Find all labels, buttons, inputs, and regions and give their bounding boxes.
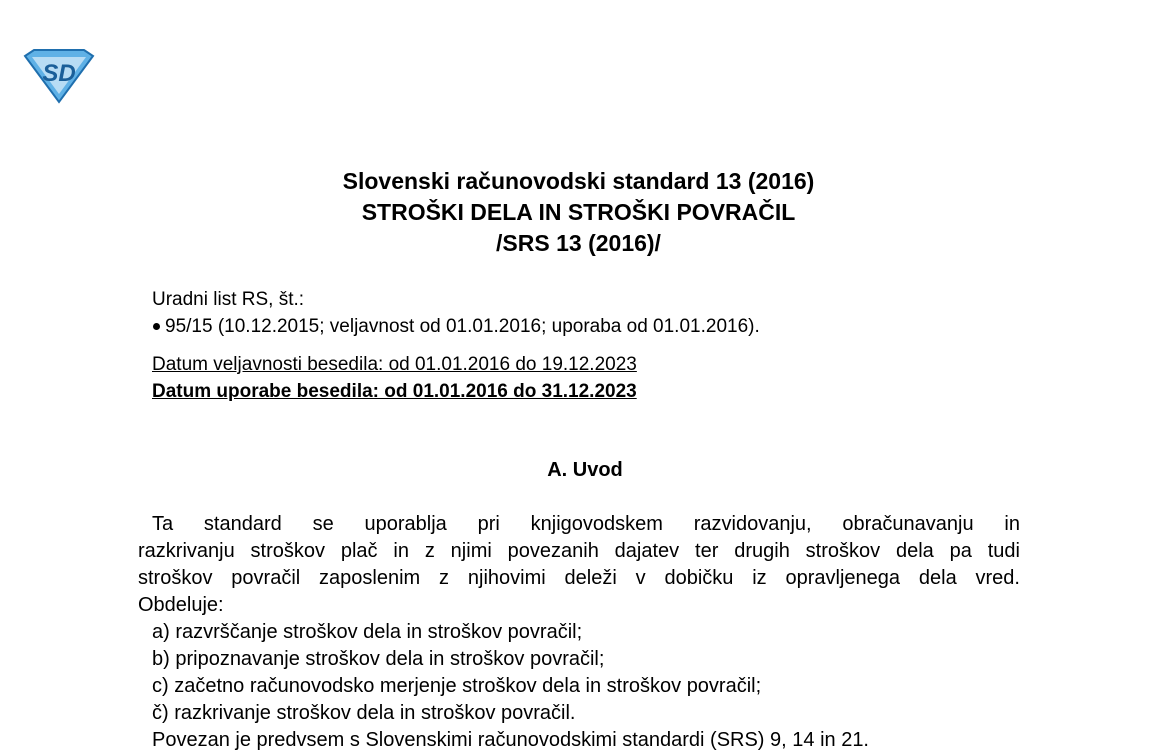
logo-lettering: SD bbox=[42, 60, 76, 87]
list-item: a) razvrščanje stroškov dela in stroškov povračil; bbox=[152, 621, 583, 643]
sd-logo-icon bbox=[22, 48, 96, 104]
intro-paragraph bbox=[138, 511, 1020, 619]
publication-entry bbox=[152, 313, 760, 340]
section-heading: A. Uvod bbox=[547, 459, 623, 481]
title-line-1: Slovenski računovodski standard 13 (2016) bbox=[342, 168, 815, 194]
application-date: Datum uporabe besedila: od 01.01.2016 do 31.12.2023 bbox=[152, 381, 637, 402]
bullet-icon bbox=[153, 323, 160, 330]
topic-list bbox=[152, 619, 761, 727]
validity-date: Datum veljavnosti besedila: od 01.01.2016 do 19.12.2023 bbox=[152, 354, 637, 375]
intro-line: Ta standard se uporablja pri knjigovodskem razvidovanju, obračunavanju in bbox=[152, 513, 1020, 535]
publication-info bbox=[152, 286, 760, 340]
list-item: c) začetno računovodsko merjenje stroškov dela in stroškov povračil; bbox=[152, 675, 762, 697]
list-item: č) razkrivanje stroškov dela in stroškov povračil. bbox=[152, 702, 576, 724]
intro-line: razkrivanju stroškov plač in z njimi povezanih dajatev ter drugih stroškov dela pa tudi bbox=[138, 540, 1020, 562]
intro-line: stroškov povračil zaposlenim z njihovimi deleži v dobičku iz opravljenega dela vred. bbox=[138, 567, 1020, 589]
list-item: b) pripoznavanje stroškov dela in stroškov povračil; bbox=[152, 648, 605, 670]
title-line-3: /SRS 13 (2016)/ bbox=[496, 230, 661, 256]
title-line-2: STROŠKI DELA IN STROŠKI POVRAČIL bbox=[361, 199, 796, 225]
text-dates bbox=[152, 351, 637, 405]
publication-entry-text: 95/15 (10.12.2015; veljavnost od 01.01.2016; uporaba od 01.01.2016). bbox=[165, 316, 760, 337]
intro-line: Obdeluje: bbox=[138, 594, 224, 616]
related-standards-text: Povezan je predvsem s Slovenskimi računovodskimi standardi (SRS) 9, 14 in 21. bbox=[152, 729, 869, 751]
document-title bbox=[0, 166, 1157, 259]
publication-label: Uradni list RS, št.: bbox=[152, 289, 305, 310]
